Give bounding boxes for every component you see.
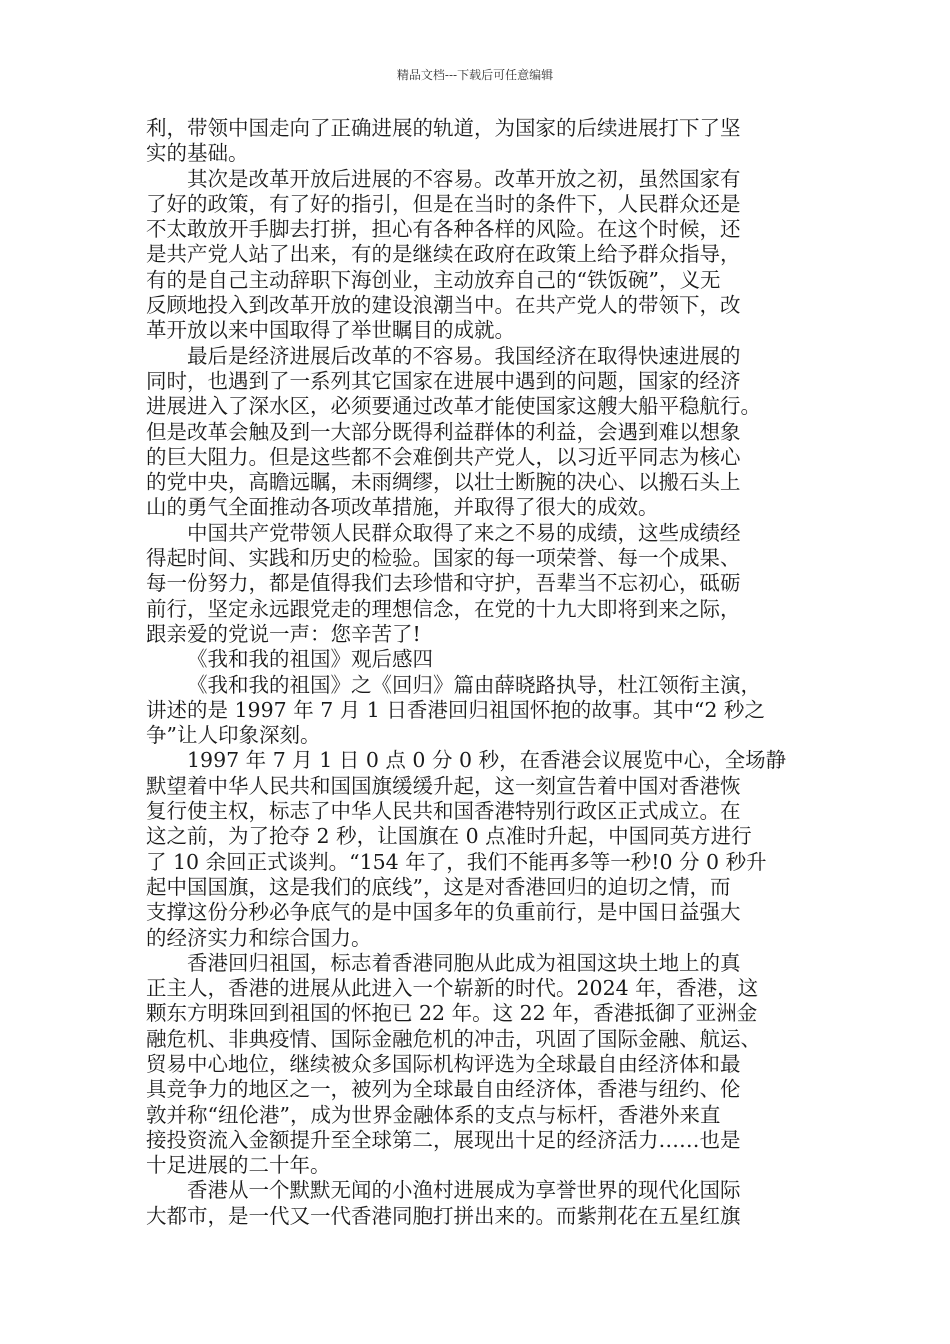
text-line: 跟亲爱的党说一声：您辛苦了!: [146, 621, 421, 646]
text-line: 不太敢放开手脚去打拼，担心有各种各样的风险。在这个时候，还: [146, 217, 741, 242]
text-line: 得起时间、实践和历史的检验。国家的每一项荣誉、每一个成果、: [146, 546, 741, 571]
text-line: 接投资流入金额提升至全球第二，展现出十足的经济活力……也是: [146, 1127, 741, 1152]
text-line: 这之前，为了抢夺 2 秒，让国旗在 0 点准时升起，中国同英方进行: [146, 824, 752, 849]
text-line: 贸易中心地位，继续被众多国际机构评选为全球最自由经济体和最: [146, 1051, 741, 1076]
text-line: 进展进入了深水区，必须要通过改革才能使国家这艘大船平稳航行。: [146, 394, 761, 419]
text-line: 但是改革会触及到一大部分既得利益群体的利益，会遇到难以想象: [146, 419, 741, 444]
text-line: 反顾地投入到改革开放的建设浪潮当中。在共产党人的带领下，改: [146, 293, 741, 318]
text-line: 敦并称“纽伦港”，成为世界金融体系的支点与标杆，香港外来直: [146, 1102, 721, 1127]
text-line: 起中国国旗，这是我们的底线”，这是对香港回归的迫切之情，而: [146, 874, 731, 899]
text-line: 大都市，是一代又一代香港同胞打拼出来的。而紫荆花在五星红旗: [146, 1203, 741, 1228]
text-line: 利，带领中国走向了正确进展的轨道，为国家的后续进展打下了坚: [146, 116, 741, 140]
text-line: 革开放以来中国取得了举世瞩目的成就。: [146, 318, 515, 343]
text-line: 香港回归祖国，标志着香港同胞从此成为祖国这块土地上的真: [187, 950, 741, 975]
text-line: 讲述的是 1997 年 7 月 1 日香港回归祖国怀抱的故事。其中“2 秒之: [146, 697, 765, 722]
text-line: 了好的政策，有了好的指引，但是在当时的条件下，人民群众还是: [146, 191, 741, 216]
text-line: 实的基础。: [146, 141, 249, 166]
text-line: 颗东方明珠回到祖国的怀抱已 22 年。这 22 年，香港抵御了亚洲金: [146, 1001, 758, 1026]
text-line: 前行，坚定永远跟党走的理想信念，在党的十九大即将到来之际，: [146, 596, 741, 621]
text-line: 具竞争力的地区之一，被列为全球最自由经济体，香港与纽约、伦: [146, 1077, 741, 1102]
text-line: 正主人，香港的进展从此进入一个崭新的时代。2024 年，香港，这: [146, 976, 759, 1001]
text-line: 是共产党人站了出来，有的是继续在政府在政策上给予群众指导，: [146, 242, 741, 267]
text-line: 的巨大阻力。但是这些都不会难倒共产党人，以习近平同志为核心: [146, 444, 741, 469]
text-line: 中国共产党带领人民群众取得了来之不易的成绩，这些成绩经: [187, 520, 741, 545]
text-line: 的党中央，高瞻远瞩，未雨绸缪，以壮士断腕的决心、以搬石头上: [146, 470, 741, 495]
text-line: 支撑这份分秒必争底气的是中国多年的负重前行，是中国日益强大: [146, 900, 741, 925]
text-line: 了 10 余回正式谈判。“154 年了，我们不能再多等一秒!0 分 0 秒升: [146, 849, 767, 874]
text-line: 同时，也遇到了一系列其它国家在进展中遇到的问题，国家的经济: [146, 368, 741, 393]
text-line: 《我和我的祖国》观后感四: [187, 647, 433, 672]
text-line: 每一份努力，都是值得我们去珍惜和守护，吾辈当不忘初心，砥砺: [146, 571, 741, 596]
text-line: 香港从一个默默无闻的小渔村进展成为享誉世界的现代化国际: [187, 1178, 741, 1203]
text-line: 默望着中华人民共和国国旗缓缓升起，这一刻宣告着中国对香港恢: [146, 773, 741, 798]
text-line: 1997 年 7 月 1 日 0 点 0 分 0 秒，在香港会议展览中心，全场静: [187, 748, 787, 773]
text-line: 有的是自己主动辞职下海创业，主动放弃自己的“铁饭碗”，义无: [146, 267, 721, 292]
text-line: 《我和我的祖国》之《回归》篇由薛晓路执导，杜江领衔主演，: [187, 672, 761, 697]
text-line: 十足进展的二十年。: [146, 1153, 331, 1178]
text-line: 复行使主权，标志了中华人民共和国香港特别行政区正式成立。在: [146, 799, 741, 824]
page-header: 精品文档---下载后可任意编辑: [396, 68, 554, 82]
text-line: 最后是经济进展后改革的不容易。我国经济在取得快速进展的: [187, 343, 741, 368]
text-line: 融危机、非典疫情、国际金融危机的冲击，巩固了国际金融、航运、: [146, 1026, 761, 1051]
text-line: 争”让人印象深刻。: [146, 723, 321, 748]
document-body: [146, 116, 810, 1229]
text-line: 其次是改革开放后进展的不容易。改革开放之初，虽然国家有: [187, 166, 741, 191]
text-line: 的经济实力和综合国力。: [146, 925, 372, 950]
text-line: 山的勇气全面推动各项改革措施，并取得了很大的成效。: [146, 495, 659, 520]
